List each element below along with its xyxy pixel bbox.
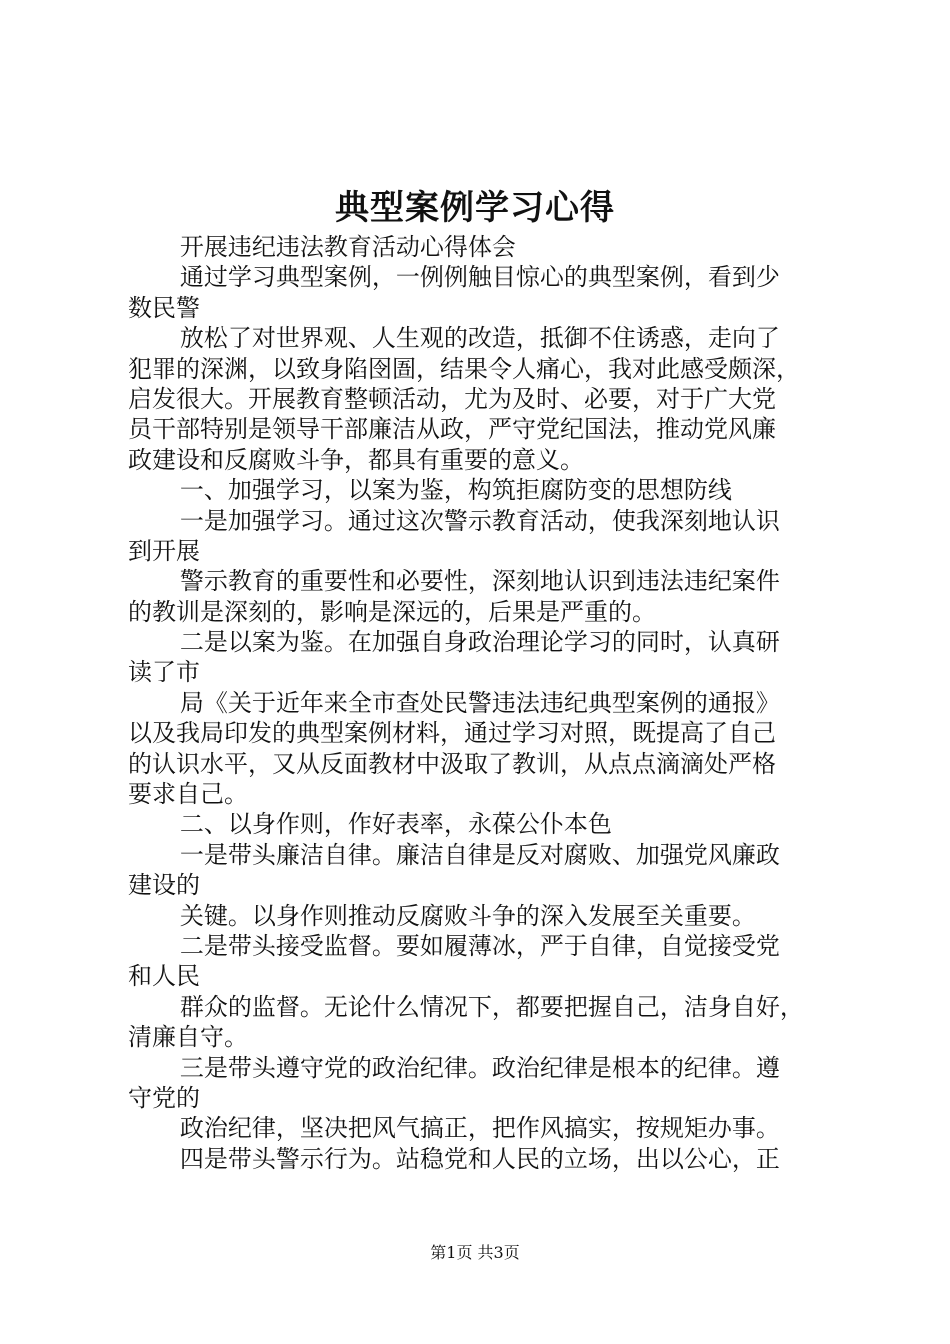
text-line: 政建设和反腐败斗争，都具有重要的意义。 xyxy=(128,445,584,474)
text-line: 开展违纪违法教育活动心得体会 xyxy=(179,233,516,261)
text-line: 一是带头廉洁自律。廉洁自律是反对腐败、加强党风廉政 xyxy=(179,840,780,869)
text-line: 要求自己。 xyxy=(128,780,248,809)
text-line: 四是带头警示行为。站稳党和人民的立场，出以公心，正 xyxy=(179,1144,780,1173)
document-title: 典型案例学习心得 xyxy=(335,188,615,228)
text-line: 和人民 xyxy=(128,962,200,991)
text-line: 群众的监督。无论什么情况下，都要把握自己，洁身自好， xyxy=(179,992,804,1021)
text-line: 守党的 xyxy=(128,1083,200,1112)
text-line: 局《关于近年来全市查处民警违法违纪典型案例的通报》 xyxy=(179,688,780,717)
text-line: 放松了对世界观、人生观的改造，抵御不住诱惑，走向了 xyxy=(179,324,780,353)
text-line: 二是带头接受监督。要如履薄冰，严于自律，自觉接受党 xyxy=(179,931,780,960)
text-line: 以及我局印发的典型案例材料，通过学习对照，既提高了自己 xyxy=(128,719,776,748)
page-footer: 第1页 共3页 xyxy=(430,1243,520,1262)
text-line: 到开展 xyxy=(128,536,200,565)
text-line: 二、以身作则，作好表率，永葆公仆本色 xyxy=(179,810,612,839)
text-line: 二是以案为鉴。在加强自身政治理论学习的同时，认真研 xyxy=(179,628,780,657)
text-line: 建设的 xyxy=(128,871,200,900)
text-line: 通过学习典型案例，一例例触目惊心的典型案例，看到少 xyxy=(179,263,780,292)
text-line: 三是带头遵守党的政治纪律。政治纪律是根本的纪律。遵 xyxy=(179,1053,780,1082)
text-line: 清廉自守。 xyxy=(128,1023,248,1052)
text-line: 员干部特别是领导干部廉洁从政，严守党纪国法，推动党风廉 xyxy=(128,415,776,444)
text-line: 一是加强学习。通过这次警示教育活动，使我深刻地认识 xyxy=(179,506,780,535)
text-line: 警示教育的重要性和必要性，深刻地认识到违法违纪案件 xyxy=(179,567,780,596)
document-body xyxy=(128,232,832,1174)
text-line: 政治纪律，坚决把风气搞正，把作风搞实，按规矩办事。 xyxy=(179,1114,780,1143)
text-line: 一、加强学习，以案为鉴，构筑拒腐防变的思想防线 xyxy=(179,476,732,505)
text-line: 启发很大。开展教育整顿活动，尤为及时、必要，对于广大党 xyxy=(128,384,776,413)
text-line: 犯罪的深渊，以致身陷囹圄，结果令人痛心，我对此感受颇深， xyxy=(128,354,800,383)
text-line: 读了市 xyxy=(128,658,200,687)
text-line: 数民警 xyxy=(128,293,200,322)
text-line: 关键。以身作则推动反腐败斗争的深入发展至关重要。 xyxy=(179,901,756,930)
text-line: 的教训是深刻的，影响是深远的，后果是严重的。 xyxy=(128,597,656,626)
text-line: 的认识水平，又从反面教材中汲取了教训，从点点滴滴处严格 xyxy=(128,749,776,778)
